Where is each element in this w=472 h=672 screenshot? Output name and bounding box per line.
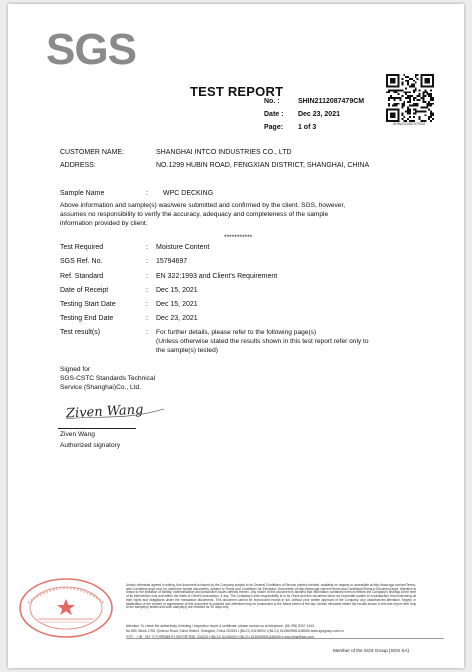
sample-name-label: Sample Name [60,190,105,197]
field-colon: : [146,301,148,308]
signature-text: Ziven Wang [65,402,144,422]
testing-end-value: Dec 23, 2021 [156,315,198,322]
sgs-logo [46,22,136,72]
disclaimer-line: information provided by client. [60,220,148,227]
sgs-group-member: Member of the SGS Group (SGS SA) [333,648,410,653]
signature-line [58,428,136,429]
testing-end-label: Testing End Date [60,315,114,322]
customer-name-label: CUSTOMER NAME: [60,149,125,156]
handwritten-signature [64,395,174,427]
official-seal-stamp [18,577,114,639]
field-colon: : [146,273,148,280]
result-line: the sample(s) tested) [156,347,218,354]
customer-address-label: ADDRESS: [60,162,96,169]
signed-for-block [60,365,155,392]
signed-line: Service (Shanghai)Co., Ltd. [60,384,141,391]
customer-address-value: NO.1299 HUBIN ROAD, FENGXIAN DISTRICT, SHANGHAI, CHINA [156,162,370,169]
footer-divider [126,638,444,639]
sgs-logo-text: SGS [46,25,136,72]
sample-name-value: WPC DECKING [163,190,214,197]
report-page-row [264,124,316,131]
sample-disclaimer [60,201,420,228]
signatory-role: Authorized signatory [60,442,121,449]
separator-stars: *********** [224,234,253,241]
report-number-label: No. : [264,98,280,105]
sample-name-colon: : [146,190,148,197]
date-of-receipt-label: Date of Receipt [60,287,109,294]
testing-start-value: Dec 15, 2021 [156,301,198,308]
signatory-name: Ziven Wang [60,431,95,438]
field-colon: : [146,287,148,294]
result-line: For further details, please refer to the following page(s) [156,329,317,336]
report-number-value: SHIN2112087479CM [297,98,365,105]
date-of-receipt-value: Dec 15, 2021 [156,287,198,294]
report-number-row [264,98,364,105]
test-required-label: Test Required [60,244,104,251]
ref-standard-value: EN 322:1993 and Client's Requirement [156,273,278,280]
qr-code-caption: SHIN2112087479CM [393,122,425,126]
field-colon: : [146,244,148,251]
report-page-value: 1 of 3 [297,124,317,131]
ref-standard-label: Ref. Standard [60,273,104,280]
sgs-ref-label: SGS Ref. No. [60,258,103,265]
customer-name-value: SHANGHAI INTCO INDUSTRIES CO., LTD [156,149,292,156]
field-colon: : [146,315,148,322]
sgs-ref-value: 15794697 [156,258,188,265]
qr-code-icon [386,74,434,122]
footer-address-en: No.889, Block 1755, Qinzhou Road, Xuhui District, Shanghai, China 200233 t (86-21) 61196000 f (86-21) 61156099/61156065 www.sgsgroup.com.cn [126,629,344,633]
disclaimer-line: assumes no responsibility to verify the accuracy, adequacy and completeness of the sample [60,211,329,218]
test-result-text [156,328,426,355]
report-date-row [264,111,340,118]
report-date-label: Date : [264,111,284,118]
test-result-label: Test result(s) [60,329,101,336]
report-title: TEST REPORT [190,84,284,99]
test-result-colon: : [146,329,148,336]
report-page [8,4,464,668]
disclaimer-line: Above information and sample(s) was/were submitted and confirmed by the client. SGS, however, [60,202,346,209]
signed-line: SGS-CSTC Standards Technical [60,375,156,382]
test-required-value: Moisture Content [156,244,210,251]
field-colon: : [146,258,148,265]
result-line: (Unless otherwise stated the results shown in this test report refer only to [156,338,369,345]
footer-attention: Attention: To check the authenticity of testing / inspection report & certificate, please contact us at telephone: (86-755) 8307 1443, [126,624,315,628]
report-date-value: Dec 23, 2021 [297,111,340,118]
signed-line: Signed for [60,366,91,373]
footer-fineprint: Unless otherwise agreed in writing, this document is issued by the Company subject to its General Conditions of Service printed overleaf, available on request or accessible at http://www.sgs.com/en/Terms-and-Conditions.aspx and, for electronic format documents, subject to Terms and Conditions for Electronic Documents at http://www.sgs.com/en/Terms-and-Conditions/Terms-e-Document.aspx. Attention is drawn to the limitation of liability, indemnification and jurisdiction issues defined therein. Any holder of this document is advised that information contained hereon reflects the Company's findings at the time of its intervention only and within the limits of Client's instructions, if any. The Company's sole responsibility is to its Client and this document does not exonerate parties to a transaction from exercising all their rights and obligations under the transaction documents. This document cannot be reproduced except in full, without prior written approval of the Company. Any unauthorized alteration, forgery or falsification of the content or appearance of this document is unlawful and offenders may be prosecuted to the fullest extent of the law. Unless otherwise stated the results shown in this test report refer only to the sample(s) tested and such sample(s) are retained for 30 days only. [126,583,416,610]
report-page-label: Page: [264,124,284,131]
testing-start-label: Testing Start Date [60,301,116,308]
footer-address-cn: 中国 · 上海 · 徐汇区宜州路889号1755号楼 邮编: 200233 t (86-21) 61196000 f (86-21) 61156099/61156065 e sgs.china@sgs.com [126,635,314,639]
